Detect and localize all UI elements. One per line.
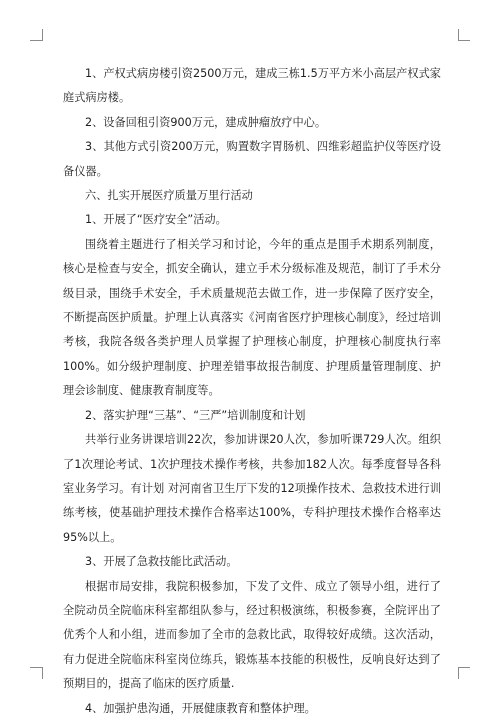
subsection-heading: 1、开展了“医疗安全”活动。 (85, 213, 227, 227)
crop-mark-bottom-right-v (458, 667, 459, 679)
crop-mark-top-right (458, 40, 470, 41)
paragraph: 2、设备回租引资900万元，建成肿瘤放疗中心。 (85, 115, 327, 129)
paragraph: 1、产权式病房楼引资2500万元，建成三栋1.5万平方米小高层产权式家庭式病房楼。 (63, 67, 441, 105)
crop-mark-top-left (30, 40, 42, 41)
crop-mark-top-right-v (458, 29, 459, 41)
crop-mark-bottom-left (30, 667, 42, 668)
crop-mark-bottom-left-v (42, 667, 43, 679)
subsection-heading: 2、落实护理“三基”、“三严”培训制度和计划 (85, 408, 306, 422)
paragraph: 围绕着主题进行了相关学习和讨论，今年的重点是围手术期系列制度，核心是检查与安全，抓安全确认，建立手术分级标准及规范，制订了手术分级目录，围绕手术安全，手术质量规范去做工作，进一步保障了医疗安全，不断提高医护质量。护理上认真落实《河南省医疗护理核心制度》，经过培训考核，我院各级各类护理人员掌握了护理核心制度，护理核心制度执行率100%。如分级护理制度、护理差错事故报告制度、护理质量管理制度、护理会诊制度、健康教育制度等。 (63, 237, 441, 398)
paragraph: 3、其他方式引资200万元，购置数字胃肠机、四维彩超监护仪等医疗设备仪器。 (63, 140, 441, 178)
crop-mark-top-left-v (42, 29, 43, 41)
paragraph: 根据市局安排，我院积极参加，下发了文件、成立了领导小组，进行了全院动员全院临床科室都组队参与，经过积极演练，积极参赛，全院评出了优秀个人和小组，进而参加了全市的急救比武，取得较好成绩。这次活动，有力促进全院临床科室岗位练兵，锻炼基本技能的积极性，反响良好达到了预期目的，提高了临床的医疗质量. (63, 579, 441, 691)
subsection-heading: 3、开展了急救技能比武活动。 (85, 555, 238, 569)
section-heading: 六、扎实开展医疗质量万里行活动 (85, 189, 253, 203)
subsection-heading: 4、加强护患沟通，开展健康教育和整体护理。 (85, 701, 316, 715)
crop-mark-bottom-right (458, 667, 470, 668)
document-body (63, 62, 441, 721)
paragraph: 共举行业务讲课培训22次，参加讲课20人次，参加听课729人次。组织了1次理论考试、1次护理技术操作考核，共参加182人次。每季度督导各科室业务学习。有计划 对河南省卫生厅下发的12项操作技术、急救技术进行训练考核，使基础护理技术操作合格率达100%，专科护理技术操作合格率达95%以上。 (63, 433, 441, 544)
